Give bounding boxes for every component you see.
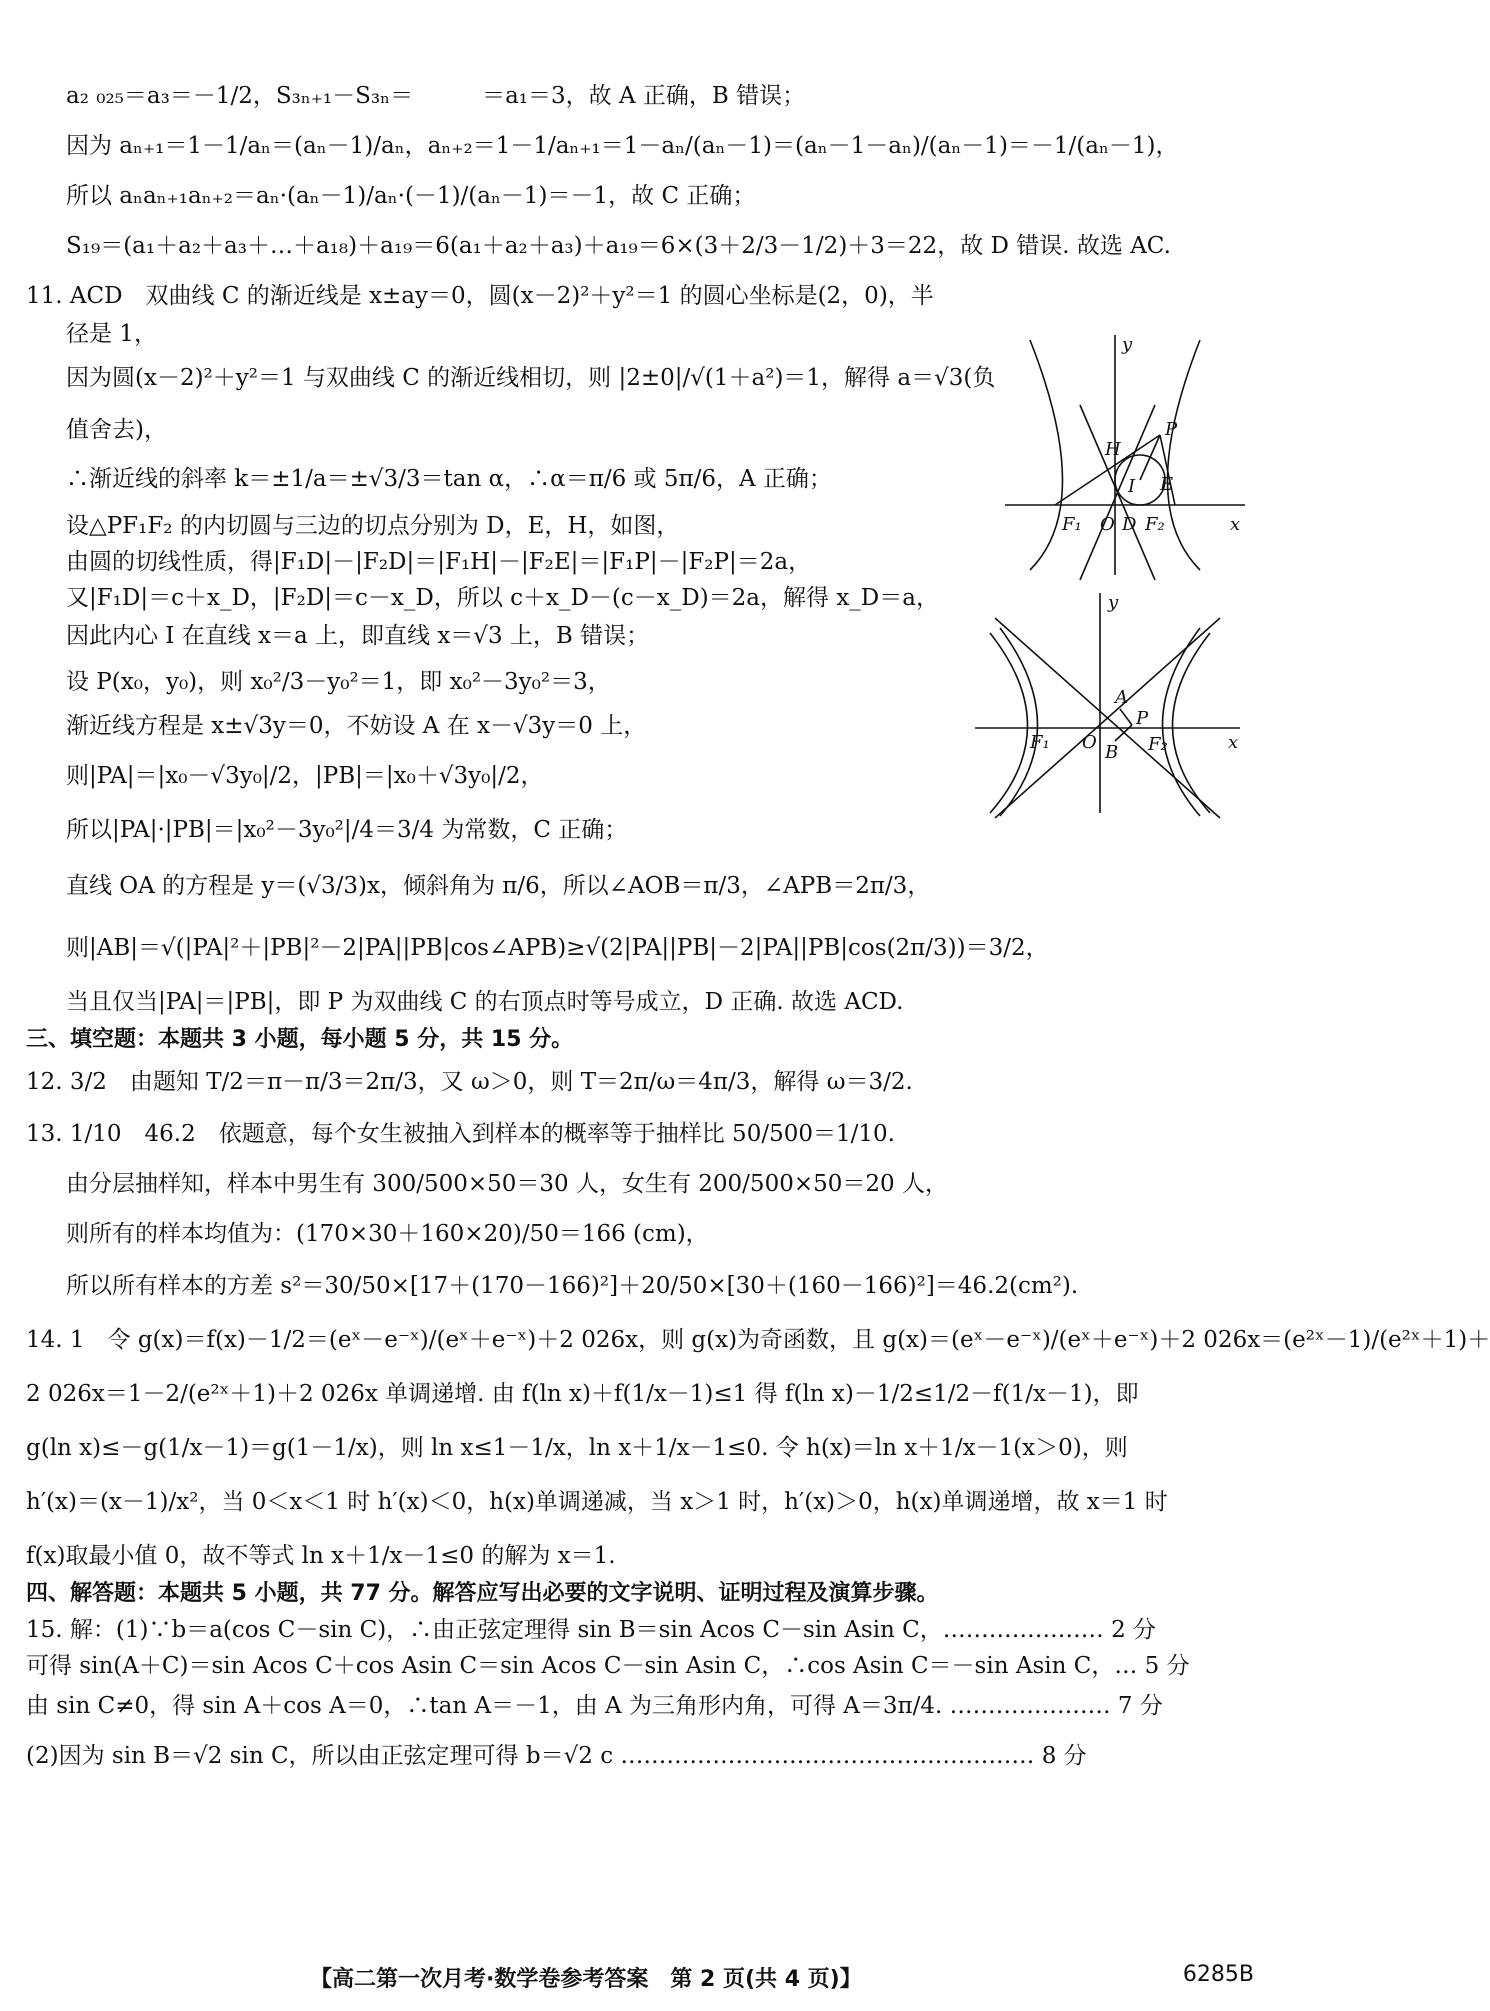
page-footer: 【高二第一次月考·数学卷参考答案 第 2 页(共 4 页)】 (310, 1967, 862, 1992)
text-line: (2)因为 sin B＝√2 sin C，所以由正弦定理可得 b＝√2 c ……………………………………………… 8 分 (26, 1743, 1087, 1769)
point-label-I: I (1128, 476, 1136, 497)
text-line: 11. ACD 双曲线 C 的渐近线是 x±ay＝0，圆(x－2)²＋y²＝1 的圆心坐标是(2，0)，半 (26, 283, 934, 309)
paper-code: 6285B (1182, 1962, 1254, 1987)
text-line: 由 sin C≠0，得 sin A＋cos A＝0，∴tan A＝－1，由 A 为三角形内角，可得 A＝3π/4. ………………… 7 分 (26, 1693, 1163, 1719)
axis-label-x: x (1230, 514, 1241, 535)
point-label-F1: F₁ (1062, 514, 1082, 535)
text-line: 因为圆(x－2)²＋y²＝1 与双曲线 C 的渐近线相切，则 |2±0|/√(1＋a²)＝1，解得 a＝√3(负 (66, 365, 996, 391)
point-label-P: P (1165, 419, 1178, 440)
axis-label-y: y (1122, 334, 1133, 355)
point-label-F2: F₂ (1148, 734, 1168, 755)
point-label-F2: F₂ (1145, 514, 1165, 535)
text-line: 因为 aₙ₊₁＝1－1/aₙ＝(aₙ－1)/aₙ，aₙ₊₂＝1－1/aₙ₊₁＝1－aₙ/(aₙ－1)＝(aₙ－1－aₙ)/(aₙ－1)＝－1/(aₙ－1)， (66, 133, 1179, 159)
text-line: 所以|PA|·|PB|＝|x₀²－3y₀²|/4＝3/4 为常数，C 正确； (66, 817, 628, 843)
text-line: 所以 aₙaₙ₊₁aₙ₊₂＝aₙ·(aₙ－1)/aₙ·(－1)/(aₙ－1)＝－1，故 C 正确； (66, 183, 756, 209)
text-line: 径是 1， (66, 321, 157, 347)
hyperbola-asymptote-figure (970, 588, 1255, 818)
text-line: 由圆的切线性质，得|F₁D|－|F₂D|＝|F₁H|－|F₂E|＝|F₁P|－|F₂P|＝2a， (66, 549, 812, 575)
text-line: 则|PA|＝|x₀－√3y₀|/2，|PB|＝|x₀＋√3y₀|/2， (66, 763, 544, 789)
hyperbola-incircle-figure (1000, 330, 1255, 580)
text-line: h′(x)＝(x－1)/x²，当 0＜x＜1 时 h′(x)＜0，h(x)单调递减，当 x＞1 时，h′(x)＞0，h(x)单调递增，故 x＝1 时 (26, 1489, 1168, 1515)
point-label-E: E (1160, 474, 1174, 495)
text-line: 则所有的样本均值为：(170×30＋160×20)/50＝166 (cm)， (66, 1221, 709, 1247)
text-line: 2 026x＝1－2/(e²ˣ＋1)＋2 026x 单调递增. 由 f(ln x)＋f(1/x－1)≤1 得 f(ln x)－1/2≤1/2－f(1/x－1)，即 (26, 1381, 1139, 1407)
text-line: 当且仅当|PA|＝|PB|，即 P 为双曲线 C 的右顶点时等号成立，D 正确. 故选 ACD. (66, 989, 904, 1015)
text-line: 由分层抽样知，样本中男生有 300/500×50＝30 人，女生有 200/500×50＝20 人， (66, 1171, 948, 1197)
text-line: 又|F₁D|＝c＋x_D，|F₂D|＝c－x_D，所以 c＋x_D－(c－x_D)＝2a，解得 x_D＝a， (66, 585, 939, 611)
text-line: 则|AB|＝√(|PA|²＋|PB|²－2|PA||PB|cos∠APB)≥√(2|PA||PB|－2|PA||PB|cos(2π/3))＝3/2， (66, 935, 1049, 961)
text-line: 12. 3/2 由题知 T/2＝π－π/3＝2π/3，又 ω＞0，则 T＝2π/ω＝4π/3，解得 ω＝3/2. (26, 1069, 913, 1095)
point-label-P: P (1136, 708, 1149, 729)
text-line: 15. 解：(1)∵b＝a(cos C－sin C)，∴由正弦定理得 sin B＝sin Acos C－sin Asin C，………………… 2 分 (26, 1617, 1157, 1643)
text-line: 可得 sin(A＋C)＝sin Acos C＋cos Asin C＝sin Acos C－sin Asin C，∴cos Asin C＝－sin Asin C，… 5 分 (26, 1653, 1190, 1679)
text-line: 因此内心 I 在直线 x＝a 上，即直线 x＝√3 上，B 错误； (66, 623, 650, 649)
point-label-O: O (1082, 732, 1097, 753)
text-line: 所以所有样本的方差 s²＝30/50×[17＋(170－166)²]＋20/50×[30＋(160－166)²]＝46.2(cm²). (66, 1273, 1079, 1299)
text-line: 直线 OA 的方程是 y＝(√3/3)x，倾斜角为 π/6，所以∠AOB＝π/3，∠APB＝2π/3， (66, 873, 931, 899)
point-label-B: B (1105, 742, 1119, 763)
point-label-F1: F₁ (1030, 732, 1050, 753)
point-label-D: D (1122, 514, 1137, 535)
text-line: 设△PF₁F₂ 的内切圆与三边的切点分别为 D，E，H，如图， (66, 513, 680, 539)
text-line: a₂ ₀₂₅＝a₃＝－1/2，S₃ₙ₊₁－S₃ₙ＝ ＝a₁＝3，故 A 正确，B 错误； (66, 83, 806, 109)
point-label-O: O (1100, 514, 1115, 535)
axis-label-y: y (1108, 592, 1119, 613)
text-line: 设 P(x₀，y₀)，则 x₀²/3－y₀²＝1，即 x₀²－3y₀²＝3， (66, 669, 611, 695)
text-line: 渐近线方程是 x±√3y＝0，不妨设 A 在 x－√3y＝0 上， (66, 713, 647, 739)
text-line: S₁₉＝(a₁＋a₂＋a₃＋…＋a₁₈)＋a₁₉＝6(a₁＋a₂＋a₃)＋a₁₉＝6×(3＋2/3－1/2)＋3＝22，故 D 错误. 故选 AC. (66, 233, 1171, 259)
text-line: 值舍去)， (66, 417, 167, 443)
axis-label-x: x (1228, 732, 1239, 753)
text-line: f(x)取最小值 0，故不等式 ln x＋1/x－1≤0 的解为 x＝1. (26, 1543, 616, 1569)
text-line: g(ln x)≤－g(1/x－1)＝g(1－1/x)，则 ln x≤1－1/x，ln x＋1/x－1≤0. 令 h(x)＝ln x＋1/x－1(x＞0)，则 (26, 1435, 1128, 1461)
text-line: 13. 1/10 46.2 依题意，每个女生被抽入到样本的概率等于抽样比 50/500＝1/10. (26, 1121, 895, 1147)
text-line: 14. 1 令 g(x)＝f(x)－1/2＝(eˣ－e⁻ˣ)/(eˣ＋e⁻ˣ)＋2 026x，则 g(x)为奇函数，且 g(x)＝(eˣ－e⁻ˣ)/(eˣ＋e⁻ˣ)＋2 026x＝(e²ˣ－1)/(e²ˣ＋1)＋ (26, 1327, 1490, 1353)
section-heading: 三、填空题：本题共 3 小题，每小题 5 分，共 15 分。 (26, 1027, 574, 1052)
section-heading: 四、解答题：本题共 5 小题，共 77 分。解答应写出必要的文字说明、证明过程及演算步骤。 (26, 1581, 939, 1606)
point-label-A: A (1115, 687, 1128, 708)
point-label-H: H (1105, 439, 1121, 460)
text-line: ∴渐近线的斜率 k＝±1/a＝±√3/3＝tan α，∴α＝π/6 或 5π/6，A 正确； (66, 466, 832, 492)
